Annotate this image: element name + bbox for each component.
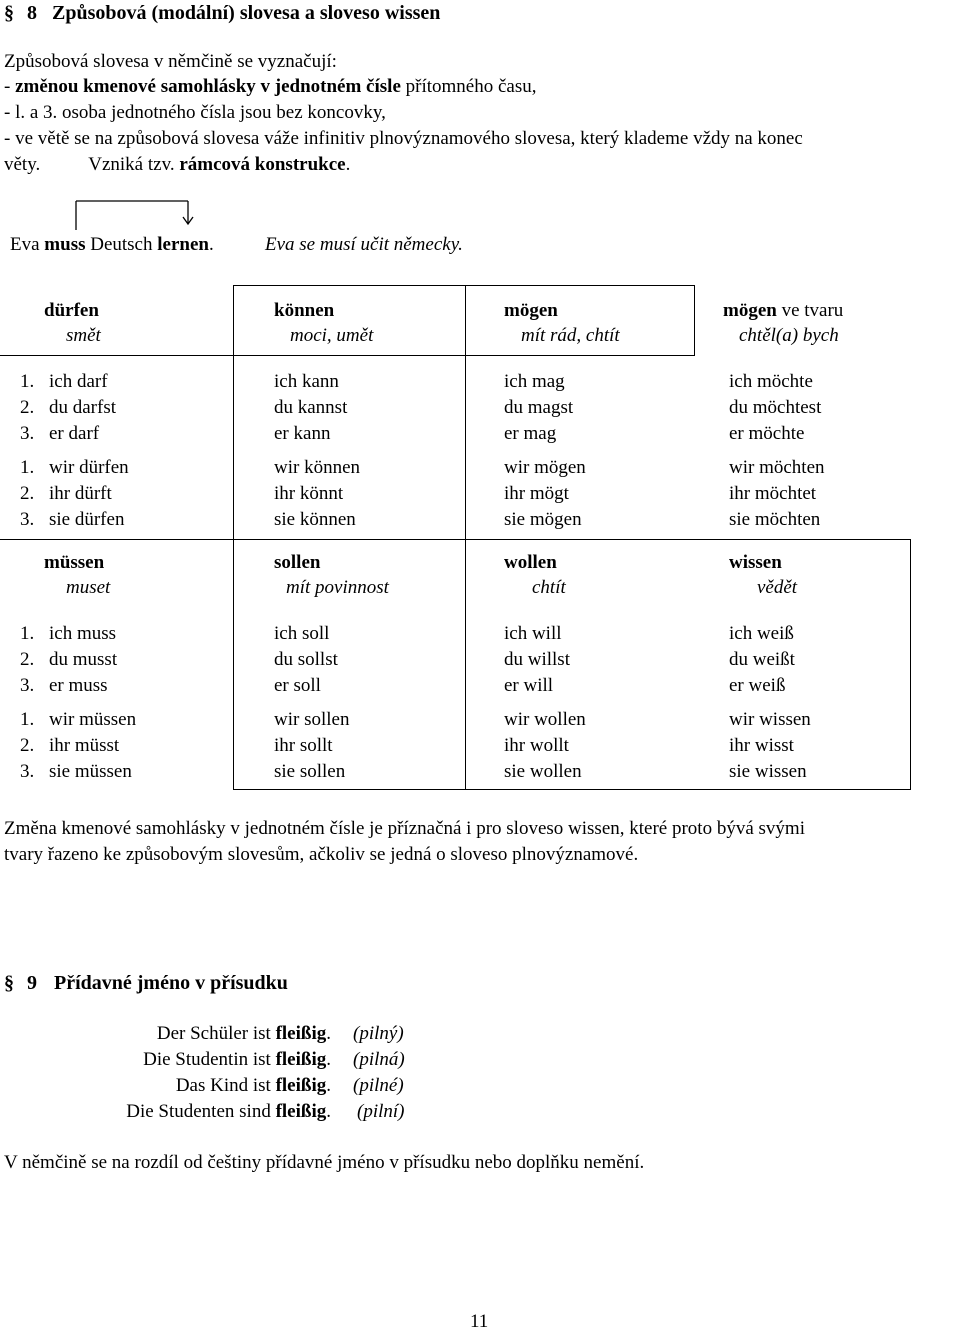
verb-header: wollen [504, 552, 557, 573]
verb-header: mögen [504, 300, 558, 321]
verb-form: ihr sollt [274, 735, 333, 756]
adjective-translations [353, 1021, 405, 1125]
verb-header-bold: mögen [723, 300, 777, 321]
verb-form: er darf [49, 423, 100, 444]
person-number: 3. [20, 675, 35, 696]
person-number: 2. [20, 649, 35, 670]
verb-form: er möchte [729, 423, 805, 444]
verb-form: ihr wollt [504, 735, 569, 756]
forms-wollen [504, 621, 586, 785]
example-text: Das Kind ist [175, 1075, 276, 1096]
example-translation: (pilní) [357, 1101, 405, 1122]
section-sign: § [4, 972, 14, 994]
verb-form: ich darf [49, 371, 108, 392]
example-part-1: Eva [10, 234, 45, 255]
section-title: Přídavné jméno v přísudku [54, 972, 288, 994]
page-number: 11 [470, 1311, 489, 1332]
verb-form: sie wollen [504, 761, 582, 782]
person-numbers-bottom [20, 621, 34, 785]
verb-form: wir wollen [504, 709, 586, 730]
adjective-example [0, 1099, 331, 1125]
example-text: Die Studentin ist [143, 1049, 276, 1070]
verb-form: wir möchten [729, 457, 825, 478]
verb-form: ich mag [504, 371, 565, 392]
bullet-1-bold: změnou kmenové samohlásky v jednotném čísle [15, 76, 401, 97]
example-translation: (pilná) [353, 1049, 405, 1070]
verb-column-sollen [234, 550, 464, 600]
adjective-example [0, 1021, 331, 1047]
verb-form: ich kann [274, 371, 339, 392]
verb-form: er weiß [729, 675, 786, 696]
example-infinitive: lernen [157, 234, 209, 255]
note-line-1: Změna kmenové samohlásky v jednotném čísle je příznačná i pro sloveso wissen, které proto bývá svými [4, 818, 805, 839]
section-9-conclusion: V němčině se na rozdíl od češtiny přídavné jméno v přísudku nebo doplňku nemění. [4, 1152, 645, 1173]
bullet-3-prefix: Vzniká tzv. [88, 154, 180, 175]
forms-mochte [729, 369, 825, 533]
example-adjective: fleißig [275, 1101, 327, 1122]
person-number: 2. [20, 397, 35, 418]
verb-form: sie wissen [729, 761, 807, 782]
bullet-1 [4, 76, 537, 98]
verb-form: ihr mögt [504, 483, 569, 504]
verb-form: sie sollen [274, 761, 346, 782]
verb-form: er muss [49, 675, 108, 696]
verb-header: dürfen [44, 300, 99, 321]
person-number: 1. [20, 623, 35, 644]
example-adjective: fleißig [275, 1023, 327, 1044]
verb-form: ich muss [49, 623, 117, 644]
person-numbers-top [20, 369, 34, 533]
verb-form: du willst [504, 649, 570, 670]
section-title: Způsobová (modální) slovesa a sloveso wissen [52, 2, 441, 24]
verb-form: sie dürfen [49, 509, 125, 530]
frame-bracket-arrow-icon [70, 198, 210, 232]
verb-form: du möchtest [729, 397, 822, 418]
verb-form: wir mögen [504, 457, 586, 478]
forms-mussen [49, 621, 136, 785]
verb-meaning: smět [66, 325, 101, 346]
person-number: 1. [20, 709, 35, 730]
verb-form: wir können [274, 457, 361, 478]
verb-form: ich möchte [729, 371, 813, 392]
adjective-example [0, 1073, 331, 1099]
verb-form: du darfst [49, 397, 117, 418]
example-end: . [326, 1101, 331, 1122]
verb-form: sie möchten [729, 509, 821, 530]
person-number: 3. [20, 509, 35, 530]
verb-form: du kannst [274, 397, 348, 418]
verb-form: du magst [504, 397, 574, 418]
example-adjective: fleißig [275, 1049, 327, 1070]
verb-column-mochte [695, 298, 960, 348]
verb-form: er will [504, 675, 554, 696]
forms-sollen [274, 621, 349, 785]
verb-form: wir müssen [49, 709, 137, 730]
verb-meaning: muset [66, 577, 111, 598]
section-9-heading [4, 972, 288, 994]
bullet-1-prefix: - [4, 76, 16, 97]
verb-column-konnen [234, 298, 464, 348]
verb-form: ich weiß [729, 623, 794, 644]
forms-mogen [504, 369, 586, 533]
intro-line: Způsobová slovesa v němčině se vyznačují: [4, 51, 337, 72]
verb-form: du musst [49, 649, 118, 670]
bullet-3-end: . [345, 154, 351, 175]
example-sentence [10, 234, 214, 256]
verb-form: wir dürfen [49, 457, 129, 478]
verb-form: er kann [274, 423, 331, 444]
forms-konnen [274, 369, 360, 533]
verb-column-durfen [0, 298, 232, 348]
example-part-2: Deutsch [85, 234, 158, 255]
section-number: 8 [27, 2, 37, 24]
bullet-3-line-1: - ve větě se na způsobová slovesa váže infinitiv plnovýznamového slovesa, který klademe vždy na konec [4, 128, 803, 149]
example-translation: (pilné) [353, 1075, 404, 1096]
person-number: 3. [20, 423, 35, 444]
verb-column-mussen [0, 550, 232, 600]
section-number: 9 [27, 972, 37, 994]
section-8-heading [4, 2, 440, 24]
bullet-1-rest: přítomného času, [400, 76, 537, 97]
verb-form: wir sollen [274, 709, 350, 730]
verb-header: wissen [729, 552, 782, 573]
verb-form: du sollst [274, 649, 338, 670]
person-number: 1. [20, 457, 35, 478]
verb-header: müssen [44, 552, 105, 573]
verb-form: ihr möchtet [729, 483, 817, 504]
verb-form: wir wissen [729, 709, 811, 730]
forms-wissen [729, 621, 811, 785]
verb-meaning: vědět [757, 577, 798, 598]
verb-meaning: mít povinnost [286, 577, 389, 598]
example-end: . [326, 1075, 331, 1096]
verb-form: ihr müsst [49, 735, 120, 756]
example-text: Die Studenten sind [126, 1101, 276, 1122]
example-adjective: fleißig [275, 1075, 327, 1096]
person-number: 2. [20, 735, 35, 756]
verb-header [695, 298, 960, 323]
verb-column-wissen [695, 550, 909, 600]
verb-meaning: chtěl(a) bych [739, 325, 839, 346]
verb-form: ihr wisst [729, 735, 794, 756]
bullet-3-word: věty. [4, 154, 41, 175]
person-number: 2. [20, 483, 35, 504]
person-number: 1. [20, 371, 35, 392]
example-translation: Eva se musí učit německy. [265, 234, 463, 255]
example-end: . [326, 1049, 331, 1070]
verb-form: ihr dürft [49, 483, 112, 504]
verb-meaning: chtít [532, 577, 566, 598]
forms-durfen [49, 369, 129, 533]
verb-form: er soll [274, 675, 321, 696]
verb-form: ich will [504, 623, 562, 644]
verb-form: du weißt [729, 649, 795, 670]
bullet-2: - l. a 3. osoba jednotného čísla jsou bez koncovky, [4, 102, 386, 123]
example-end: . [326, 1023, 331, 1044]
verb-column-wollen [466, 550, 694, 600]
adjective-examples [0, 1021, 331, 1125]
verb-header: können [274, 300, 335, 321]
example-text: Der Schüler ist [156, 1023, 276, 1044]
adjective-example [0, 1047, 331, 1073]
example-translation: (pilný) [353, 1023, 404, 1044]
verb-form: sie müssen [49, 761, 132, 782]
verb-meaning: mít rád, chtít [521, 325, 620, 346]
example-modal-verb: muss [44, 234, 86, 255]
example-part-3: . [208, 234, 214, 255]
person-number: 3. [20, 761, 35, 782]
verb-form: sie können [274, 509, 356, 530]
verb-form: ihr könnt [274, 483, 344, 504]
bullet-3-bold: rámcová konstrukce [179, 154, 346, 175]
verb-form: er mag [504, 423, 557, 444]
note-line-2: tvary řazeno ke způsobovým slovesům, ačkoliv se jedná o sloveso plnovýznamové. [4, 844, 639, 865]
verb-form: ich soll [274, 623, 330, 644]
verb-column-mogen [466, 298, 694, 348]
verb-meaning: moci, umět [290, 325, 374, 346]
section-sign: § [4, 2, 14, 24]
bullet-3-line-2 [4, 154, 350, 176]
verb-header: sollen [274, 552, 321, 573]
verb-header-suffix: ve tvaru [776, 300, 844, 321]
verb-form: sie mögen [504, 509, 582, 530]
